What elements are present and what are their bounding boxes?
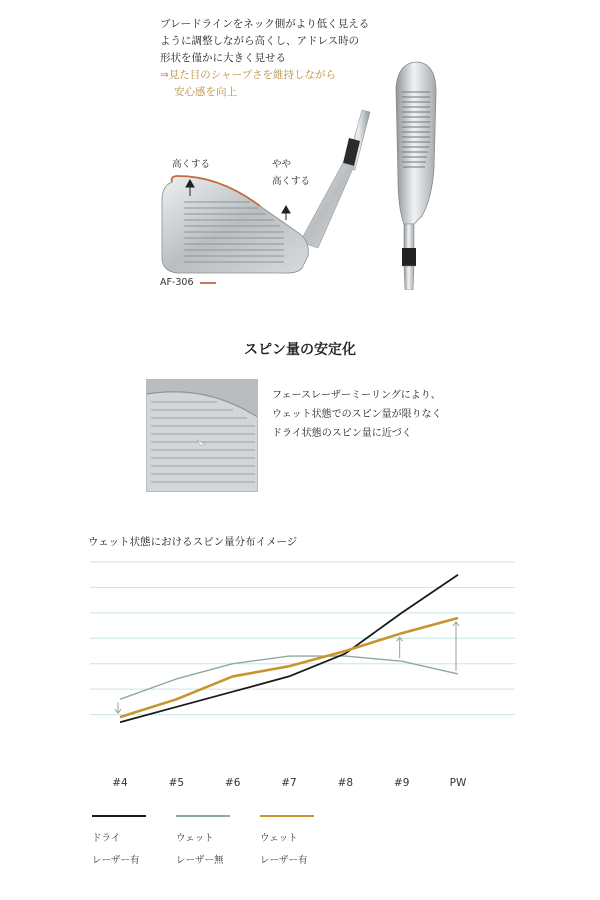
legend-swatch-wet-laser xyxy=(260,815,314,817)
x-tick-label: #9 xyxy=(393,777,410,789)
blade-description-line: ように調整しながら高くし、アドレス時の xyxy=(160,35,360,47)
legend-entry-label: ドライ xyxy=(92,833,121,844)
iron-head-address-illustration xyxy=(378,58,454,290)
legend-entry-label: レーザー有 xyxy=(92,855,140,866)
face-description-line: ウェット状態でのスピン量が限りなく xyxy=(272,409,442,420)
legend-entry-label: レーザー有 xyxy=(260,855,308,866)
blade-description-line: ブレードラインをネック側がより低く見える xyxy=(160,18,370,30)
legend-entry-label: ウェット xyxy=(260,833,298,844)
model-line-swatch xyxy=(200,282,216,284)
chart-series xyxy=(120,575,458,722)
series-line-wet-laser xyxy=(120,618,458,717)
label-slightly-raise-line: 高くする xyxy=(272,176,311,187)
legend-entry-dry xyxy=(92,828,140,872)
label-slightly-raise xyxy=(272,158,310,189)
x-tick-label: #7 xyxy=(281,777,297,789)
legend-entry-label: ウェット xyxy=(176,833,214,844)
face-closeup-illustration xyxy=(147,380,258,492)
chart-title: ウェット状態におけるスピン量分布イメージ xyxy=(88,536,298,548)
label-slightly-raise-line: やや xyxy=(272,159,292,170)
x-tick-label: PW xyxy=(449,777,467,789)
section-title: スピン量の安定化 xyxy=(244,342,356,358)
legend-entry-wet-laser xyxy=(260,828,308,872)
legend-swatch-dry xyxy=(92,815,146,817)
spin-chart xyxy=(0,550,600,800)
face-description xyxy=(272,386,442,443)
iron-head-front-illustration xyxy=(150,110,390,280)
chart-legend xyxy=(0,810,600,880)
label-raise: 高くする xyxy=(172,159,211,170)
x-tick-label: #8 xyxy=(337,777,354,789)
face-closeup-image xyxy=(146,379,258,492)
model-name: AF-306 xyxy=(160,277,194,288)
chart-x-ticks xyxy=(112,777,467,789)
legend-entry-wet-no-laser xyxy=(176,828,224,872)
legend-entry-label: レーザー無 xyxy=(176,855,224,866)
blade-benefit-line: ⇒見た目のシャープさを維持しながら xyxy=(160,69,337,81)
blade-description-line: 形状を僅かに大きく見せる xyxy=(160,52,286,64)
x-tick-label: #6 xyxy=(224,777,241,789)
chart-grid xyxy=(90,562,515,715)
blade-benefit-line: 安心感を向上 xyxy=(174,86,237,98)
x-tick-label: #5 xyxy=(168,777,185,789)
x-tick-label: #4 xyxy=(112,777,128,789)
series-line-wet-no-laser xyxy=(120,656,458,699)
face-description-line: フェースレーザーミーリングにより、 xyxy=(272,390,441,401)
face-description-line: ドライ状態のスピン量に近づく xyxy=(272,428,412,439)
model-label xyxy=(160,277,216,288)
legend-swatch-wet-no-laser xyxy=(176,815,230,817)
blade-description xyxy=(160,16,369,101)
